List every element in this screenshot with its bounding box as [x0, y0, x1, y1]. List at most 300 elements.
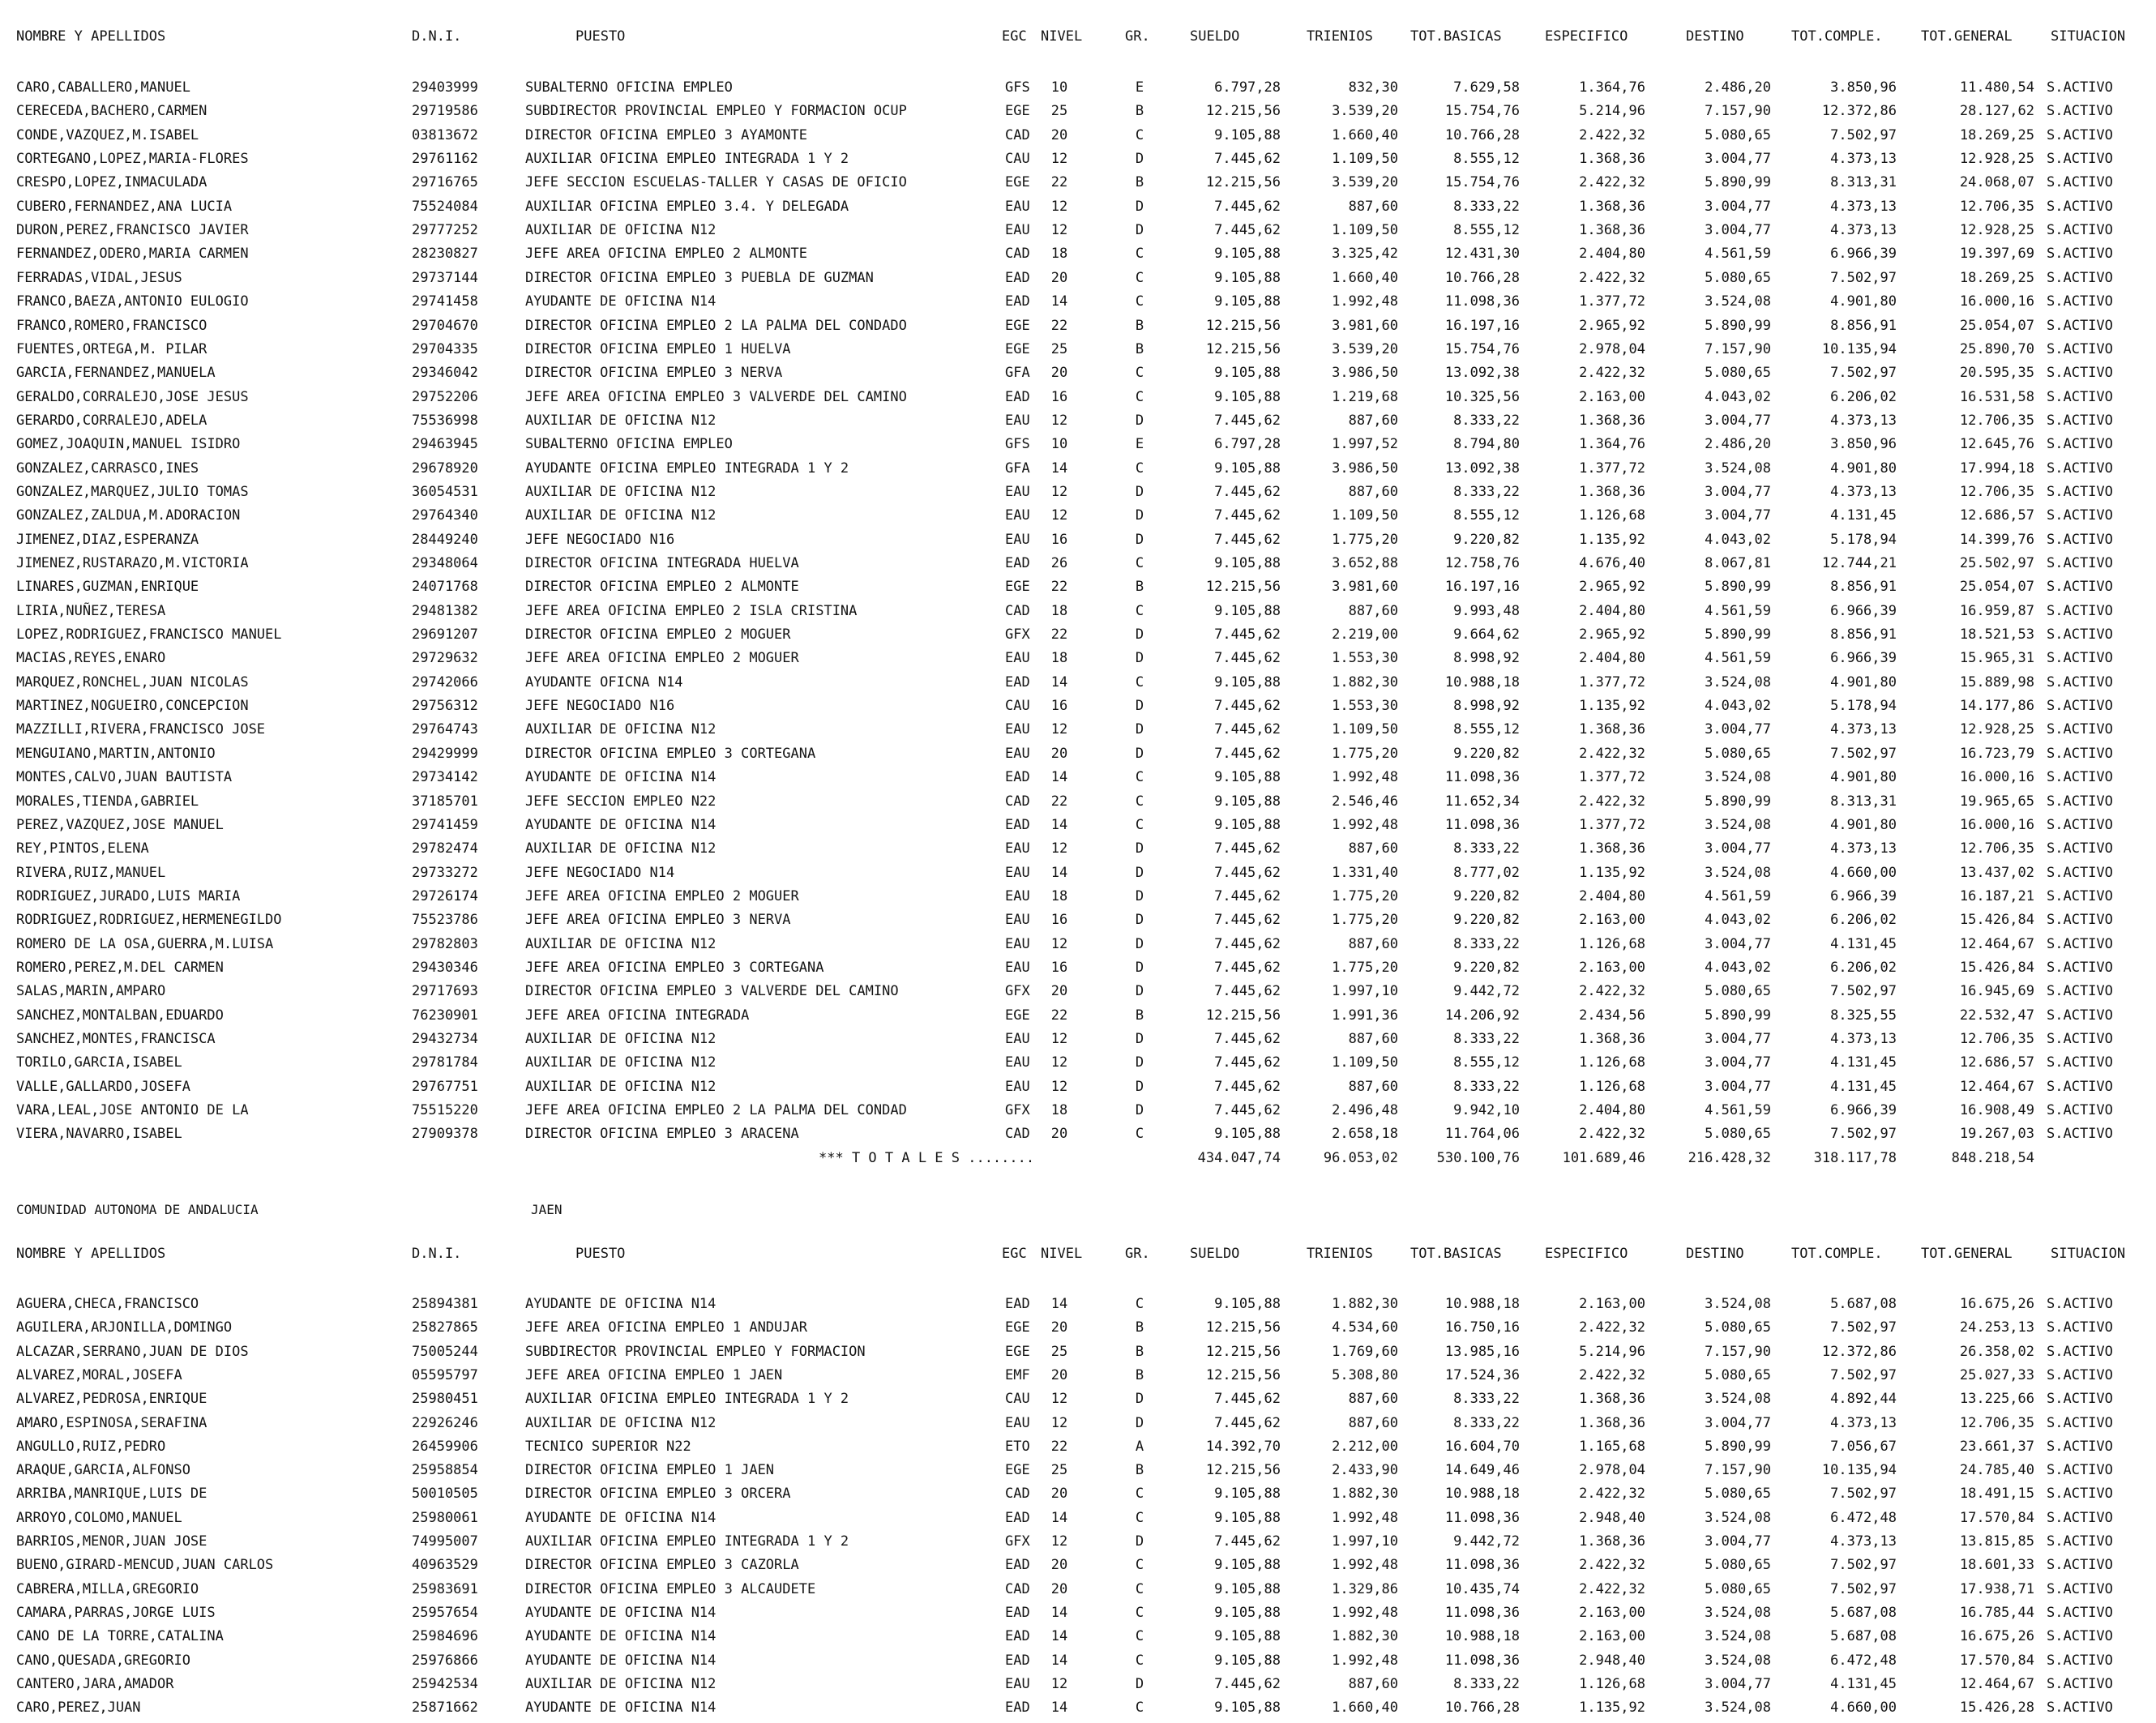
cell-situacion: S.ACTIVO: [2047, 531, 2113, 548]
column-header-tot-basicas: TOT.BASICAS: [1410, 1246, 1502, 1262]
cell-gr: D: [1135, 1054, 1144, 1071]
cell-especifico: 1.368,36: [1579, 721, 1645, 738]
cell-sueldo: 7.445,62: [1214, 887, 1281, 904]
cell-gr: C: [1135, 769, 1144, 786]
cell-situacion: S.ACTIVO: [2047, 602, 2113, 619]
cell-destino: 5.080,65: [1705, 1486, 1771, 1503]
cell-tot-general: 15.889,98: [1959, 673, 2034, 690]
cell-especifico: 1.126,68: [1579, 507, 1645, 524]
cell-situacion: S.ACTIVO: [2047, 1031, 2113, 1047]
cell-destino: 5.890,99: [1705, 793, 1771, 810]
cell-trienios: 1.882,30: [1332, 673, 1398, 690]
cell-especifico: 1.377,72: [1579, 816, 1645, 833]
cell-nombre: MARTINEZ,NOGUEIRO,CONCEPCION: [16, 698, 249, 715]
table-row: [0, 1458, 2156, 1482]
cell-nivel: 22: [1050, 1438, 1068, 1455]
cell-especifico: 2.422,32: [1579, 1486, 1645, 1503]
table-row: [0, 1672, 2156, 1696]
cell-tot-general: 13.815,85: [1959, 1533, 2034, 1550]
cell-tot-basicas: 9.442,72: [1453, 983, 1520, 1000]
cell-gr: D: [1135, 840, 1144, 857]
cell-tot-comple: 4.131,45: [1830, 1675, 1897, 1692]
cell-situacion: S.ACTIVO: [2047, 673, 2113, 690]
cell-situacion: S.ACTIVO: [2047, 1296, 2113, 1312]
cell-egc: GFX: [1005, 626, 1030, 643]
cell-gr: C: [1135, 269, 1144, 286]
cell-especifico: 2.422,32: [1579, 365, 1645, 382]
cell-dni: 29752206: [412, 388, 478, 405]
cell-puesto: DIRECTOR OFICINA EMPLEO 3 ORCERA: [525, 1486, 791, 1503]
cell-trienios: 1.997,10: [1332, 1533, 1398, 1550]
cell-gr: C: [1135, 126, 1144, 143]
cell-tot-basicas: 12.758,76: [1444, 555, 1520, 571]
cell-tot-basicas: 8.555,12: [1453, 151, 1520, 168]
cell-situacion: S.ACTIVO: [2047, 1652, 2113, 1669]
cell-especifico: 5.214,96: [1579, 1343, 1645, 1360]
column-header-trienios: TRIENIOS: [1307, 28, 1373, 45]
cell-dni: 75536998: [412, 412, 478, 429]
cell-sueldo: 7.445,62: [1214, 745, 1281, 762]
cell-destino: 5.080,65: [1705, 365, 1771, 382]
table-row: [0, 503, 2156, 528]
cell-trienios: 3.986,50: [1332, 460, 1398, 477]
cell-sueldo: 7.445,62: [1214, 483, 1281, 500]
cell-trienios: 2.546,46: [1332, 793, 1398, 810]
cell-nombre: ROMERO,PEREZ,M.DEL CARMEN: [16, 959, 224, 976]
cell-dni: 25827865: [412, 1319, 478, 1336]
cell-tot-basicas: 10.435,74: [1444, 1580, 1520, 1597]
cell-tot-comple: 8.856,91: [1830, 579, 1897, 596]
cell-especifico: 1.135,92: [1579, 531, 1645, 548]
cell-especifico: 1.377,72: [1579, 460, 1645, 477]
cell-tot-comple: 6.966,39: [1830, 602, 1897, 619]
cell-puesto: AUXILIAR DE OFICINA N12: [525, 1675, 717, 1692]
cell-nivel: 14: [1050, 1628, 1068, 1645]
cell-nivel: 20: [1050, 1580, 1068, 1597]
cell-nivel: 12: [1050, 222, 1068, 239]
cell-tot-general: 18.269,25: [1959, 269, 2034, 286]
cell-trienios: 2.219,00: [1332, 626, 1398, 643]
cell-gr: B: [1135, 103, 1144, 120]
cell-dni: 28230827: [412, 246, 478, 263]
cell-destino: 4.561,59: [1705, 650, 1771, 667]
cell-egc: EAD: [1005, 1509, 1030, 1526]
cell-nombre: LINARES,GUZMAN,ENRIQUE: [16, 579, 199, 596]
cell-tot-comple: 12.744,21: [1821, 555, 1897, 571]
cell-gr: C: [1135, 1486, 1144, 1503]
cell-tot-comple: 3.850,96: [1830, 436, 1897, 453]
cell-egc: EAD: [1005, 1628, 1030, 1645]
column-header-nombre: NOMBRE Y APELLIDOS: [16, 1246, 166, 1262]
cell-tot-comple: 4.892,44: [1830, 1391, 1897, 1408]
column-header-trienios: TRIENIOS: [1307, 1246, 1373, 1262]
cell-gr: C: [1135, 1628, 1144, 1645]
cell-tot-comple: 7.502,97: [1830, 1486, 1897, 1503]
cell-tot-general: 24.785,40: [1959, 1462, 2034, 1479]
cell-especifico: 2.404,80: [1579, 246, 1645, 263]
table-row: [0, 385, 2156, 409]
cell-destino: 4.043,02: [1705, 698, 1771, 715]
cell-dni: 29429999: [412, 745, 478, 762]
cell-tot-comple: 4.373,13: [1830, 1031, 1897, 1047]
cell-tot-general: 16.000,16: [1959, 769, 2034, 786]
cell-tot-general: 11.480,54: [1959, 79, 2034, 96]
cell-gr: C: [1135, 1604, 1144, 1621]
cell-gr: D: [1135, 1031, 1144, 1047]
cell-tot-comple: 7.502,97: [1830, 745, 1897, 762]
cell-destino: 5.080,65: [1705, 1319, 1771, 1336]
column-header-situacion: SITUACION: [2051, 28, 2126, 45]
cell-sueldo: 9.105,88: [1214, 126, 1281, 143]
cell-sueldo: 9.105,88: [1214, 793, 1281, 810]
cell-situacion: S.ACTIVO: [2047, 1675, 2113, 1692]
cell-dni: 40963529: [412, 1557, 478, 1574]
cell-sueldo: 9.105,88: [1214, 1652, 1281, 1669]
cell-especifico: 1.135,92: [1579, 698, 1645, 715]
cell-dni: 29741458: [412, 293, 478, 310]
cell-situacion: S.ACTIVO: [2047, 983, 2113, 1000]
cell-nivel: 16: [1050, 912, 1068, 929]
cell-situacion: S.ACTIVO: [2047, 1580, 2113, 1597]
cell-destino: 5.890,99: [1705, 579, 1771, 596]
cell-especifico: 1.377,72: [1579, 673, 1645, 690]
cell-gr: D: [1135, 959, 1144, 976]
table-row: [0, 1624, 2156, 1648]
cell-nivel: 26: [1050, 555, 1068, 571]
cell-destino: 7.157,90: [1705, 340, 1771, 357]
cell-gr: B: [1135, 1462, 1144, 1479]
cell-especifico: 4.676,40: [1579, 555, 1645, 571]
cell-puesto: DIRECTOR OFICINA EMPLEO 3 CAZORLA: [525, 1557, 799, 1574]
cell-trienios: 887,60: [1348, 1414, 1398, 1431]
cell-puesto: SUBALTERNO OFICINA EMPLEO: [525, 436, 733, 453]
cell-tot-comple: 4.901,80: [1830, 293, 1897, 310]
cell-nombre: CUBERO,FERNANDEZ,ANA LUCIA: [16, 198, 233, 215]
cell-tot-comple: 4.373,13: [1830, 721, 1897, 738]
cell-puesto: JEFE AREA OFICINA EMPLEO 3 NERVA: [525, 912, 791, 929]
cell-egc: EAD: [1005, 1296, 1030, 1312]
cell-egc: EAU: [1005, 864, 1030, 881]
cell-tot-general: 18.269,25: [1959, 126, 2034, 143]
cell-destino: 5.890,99: [1705, 1438, 1771, 1455]
cell-tot-basicas: 9.220,82: [1453, 959, 1520, 976]
cell-nombre: LIRIA,NUÑEZ,TERESA: [16, 602, 166, 619]
cell-puesto: AYUDANTE DE OFICINA N14: [525, 1509, 717, 1526]
table-row: [0, 242, 2156, 266]
table-row: [0, 266, 2156, 290]
cell-nivel: 22: [1050, 626, 1068, 643]
cell-tot-general: 25.054,07: [1959, 317, 2034, 334]
cell-trienios: 1.775,20: [1332, 912, 1398, 929]
table-row: [0, 170, 2156, 195]
cell-dni: 22926246: [412, 1414, 478, 1431]
cell-dni: 29463945: [412, 436, 478, 453]
cell-tot-general: 12.645,76: [1959, 436, 2034, 453]
cell-egc: EAD: [1005, 555, 1030, 571]
cell-nombre: ARAQUE,GARCIA,ALFONSO: [16, 1462, 190, 1479]
cell-egc: EAU: [1005, 959, 1030, 976]
cell-sueldo: 9.105,88: [1214, 365, 1281, 382]
cell-nombre: CAMARA,PARRAS,JORGE LUIS: [16, 1604, 216, 1621]
cell-situacion: S.ACTIVO: [2047, 1126, 2113, 1143]
cell-tot-general: 18.601,33: [1959, 1557, 2034, 1574]
column-header-dni: D.N.I.: [412, 28, 462, 45]
cell-tot-general: 17.994,18: [1959, 460, 2034, 477]
cell-especifico: 2.948,40: [1579, 1509, 1645, 1526]
cell-sueldo: 9.105,88: [1214, 555, 1281, 571]
cell-tot-basicas: 10.988,18: [1444, 1296, 1520, 1312]
cell-egc: ETO: [1005, 1438, 1030, 1455]
cell-tot-general: 15.965,31: [1959, 650, 2034, 667]
cell-puesto: JEFE AREA OFICINA EMPLEO 2 LA PALMA DEL CONDAD: [525, 1102, 907, 1119]
cell-especifico: 1.368,36: [1579, 151, 1645, 168]
cell-trienios: 4.534,60: [1332, 1319, 1398, 1336]
cell-destino: 3.524,08: [1705, 864, 1771, 881]
cell-puesto: JEFE NEGOCIADO N16: [525, 531, 675, 548]
cell-dni: 75524084: [412, 198, 478, 215]
cell-tot-basicas: 10.766,28: [1444, 269, 1520, 286]
cell-nombre: CANO DE LA TORRE,CATALINA: [16, 1628, 224, 1645]
cell-dni: 26459906: [412, 1438, 478, 1455]
cell-destino: 4.043,02: [1705, 959, 1771, 976]
cell-tot-general: 12.686,57: [1959, 507, 2034, 524]
column-header-gr: GR.: [1125, 1246, 1150, 1262]
cell-dni: 29719586: [412, 103, 478, 120]
table-row: [0, 1695, 2156, 1720]
cell-situacion: S.ACTIVO: [2047, 1699, 2113, 1717]
cell-destino: 3.524,08: [1705, 1699, 1771, 1717]
cell-egc: EGE: [1005, 103, 1030, 120]
cell-nombre: VIERA,NAVARRO,ISABEL: [16, 1126, 182, 1143]
cell-egc: CAU: [1005, 1391, 1030, 1408]
cell-gr: B: [1135, 1319, 1144, 1336]
cell-egc: EGE: [1005, 174, 1030, 191]
cell-puesto: AYUDANTE DE OFICINA N14: [525, 293, 717, 310]
cell-puesto: DIRECTOR OFICINA EMPLEO 1 HUELVA: [525, 340, 791, 357]
cell-especifico: 5.214,96: [1579, 103, 1645, 120]
cell-puesto: AUXILIAR DE OFICINA N12: [525, 935, 717, 952]
cell-egc: EAU: [1005, 507, 1030, 524]
cell-egc: CAU: [1005, 151, 1030, 168]
cell-puesto: TECNICO SUPERIOR N22: [525, 1438, 691, 1455]
cell-nombre: CARO,PEREZ,JUAN: [16, 1699, 141, 1717]
totals-destino: 216.428,32: [1688, 1150, 1771, 1166]
cell-nombre: SANCHEZ,MONTES,FRANCISCA: [16, 1031, 216, 1047]
cell-gr: D: [1135, 412, 1144, 429]
cell-dni: 29717693: [412, 983, 478, 1000]
cell-situacion: S.ACTIVO: [2047, 1628, 2113, 1645]
cell-nivel: 14: [1050, 1604, 1068, 1621]
cell-puesto: JEFE AREA OFICINA EMPLEO 2 MOGUER: [525, 887, 799, 904]
cell-especifico: 1.368,36: [1579, 1391, 1645, 1408]
table-row: [0, 670, 2156, 695]
cell-tot-basicas: 8.555,12: [1453, 721, 1520, 738]
cell-nombre: GONZALEZ,MARQUEZ,JULIO TOMAS: [16, 483, 249, 500]
cell-dni: 25871662: [412, 1699, 478, 1717]
cell-trienios: 887,60: [1348, 935, 1398, 952]
cell-especifico: 1.126,68: [1579, 935, 1645, 952]
cell-nivel: 14: [1050, 673, 1068, 690]
column-header-nombre: NOMBRE Y APELLIDOS: [16, 28, 166, 45]
cell-nivel: 20: [1050, 1557, 1068, 1574]
column-header-egc: EGC: [1002, 1246, 1027, 1262]
cell-dni: 29734142: [412, 769, 478, 786]
cell-puesto: DIRECTOR OFICINA EMPLEO 2 ALMONTE: [525, 579, 799, 596]
cell-situacion: S.ACTIVO: [2047, 840, 2113, 857]
column-header-especifico: ESPECIFICO: [1545, 28, 1628, 45]
cell-nivel: 22: [1050, 579, 1068, 596]
cell-dni: 29741459: [412, 816, 478, 833]
cell-sueldo: 7.445,62: [1214, 935, 1281, 952]
cell-nivel: 14: [1050, 1652, 1068, 1669]
cell-tot-basicas: 8.998,92: [1453, 650, 1520, 667]
cell-destino: 3.004,77: [1705, 507, 1771, 524]
cell-nivel: 16: [1050, 531, 1068, 548]
column-header-tot-comple: TOT.COMPLE.: [1791, 1246, 1883, 1262]
cell-sueldo: 14.392,70: [1205, 1438, 1281, 1455]
table-row: [0, 694, 2156, 718]
column-header-row: [0, 24, 2156, 49]
cell-destino: 3.004,77: [1705, 1414, 1771, 1431]
cell-tot-comple: 6.472,48: [1830, 1509, 1897, 1526]
cell-situacion: S.ACTIVO: [2047, 1486, 2113, 1503]
cell-tot-comple: 7.502,97: [1830, 269, 1897, 286]
cell-egc: EAU: [1005, 1054, 1030, 1071]
column-header-dni: D.N.I.: [412, 1246, 462, 1262]
cell-egc: EAU: [1005, 1078, 1030, 1095]
cell-egc: CAD: [1005, 602, 1030, 619]
cell-egc: EAD: [1005, 269, 1030, 286]
table-row: [0, 99, 2156, 123]
cell-tot-basicas: 13.985,16: [1444, 1343, 1520, 1360]
cell-egc: GFX: [1005, 983, 1030, 1000]
cell-situacion: S.ACTIVO: [2047, 483, 2113, 500]
table-row: [0, 75, 2156, 100]
table-row: [0, 408, 2156, 433]
cell-situacion: S.ACTIVO: [2047, 698, 2113, 715]
cell-tot-basicas: 15.754,76: [1444, 103, 1520, 120]
cell-nivel: 22: [1050, 793, 1068, 810]
cell-egc: EAU: [1005, 721, 1030, 738]
cell-especifico: 2.978,04: [1579, 1462, 1645, 1479]
cell-nivel: 25: [1050, 340, 1068, 357]
cell-trienios: 1.882,30: [1332, 1486, 1398, 1503]
cell-tot-basicas: 14.649,46: [1444, 1462, 1520, 1479]
cell-tot-comple: 4.373,13: [1830, 151, 1897, 168]
cell-gr: C: [1135, 673, 1144, 690]
cell-nombre: CORTEGANO,LOPEZ,MARIA-FLORES: [16, 151, 249, 168]
cell-especifico: 1.135,92: [1579, 864, 1645, 881]
cell-egc: EAU: [1005, 935, 1030, 952]
cell-gr: D: [1135, 698, 1144, 715]
cell-tot-basicas: 8.333,22: [1453, 1675, 1520, 1692]
cell-tot-basicas: 11.098,36: [1444, 1557, 1520, 1574]
table-row: [0, 1315, 2156, 1340]
cell-sueldo: 12.215,56: [1205, 1319, 1281, 1336]
cell-egc: EAD: [1005, 1604, 1030, 1621]
table-row: [0, 1506, 2156, 1530]
cell-nivel: 12: [1050, 507, 1068, 524]
cell-especifico: 2.404,80: [1579, 602, 1645, 619]
table-row: [0, 789, 2156, 814]
cell-nivel: 25: [1050, 1343, 1068, 1360]
cell-situacion: S.ACTIVO: [2047, 769, 2113, 786]
cell-dni: 29430346: [412, 959, 478, 976]
cell-tot-comple: 4.901,80: [1830, 673, 1897, 690]
cell-tot-comple: 5.178,94: [1830, 698, 1897, 715]
cell-gr: C: [1135, 793, 1144, 810]
cell-sueldo: 7.445,62: [1214, 1054, 1281, 1071]
cell-tot-general: 20.595,35: [1959, 365, 2034, 382]
cell-sueldo: 9.105,88: [1214, 816, 1281, 833]
cell-tot-basicas: 8.555,12: [1453, 1054, 1520, 1071]
cell-puesto: AYUDANTE OFICINA EMPLEO INTEGRADA 1 Y 2: [525, 460, 849, 477]
table-row: [0, 147, 2156, 171]
cell-gr: D: [1135, 483, 1144, 500]
cell-gr: D: [1135, 912, 1144, 929]
cell-trienios: 1.329,86: [1332, 1580, 1398, 1597]
cell-dni: 29704670: [412, 317, 478, 334]
cell-destino: 5.080,65: [1705, 1366, 1771, 1383]
cell-tot-comple: 5.687,08: [1830, 1628, 1897, 1645]
cell-tot-basicas: 8.333,22: [1453, 483, 1520, 500]
cell-nombre: MAZZILLI,RIVERA,FRANCISCO JOSE: [16, 721, 266, 738]
cell-tot-basicas: 11.098,36: [1444, 293, 1520, 310]
cell-sueldo: 9.105,88: [1214, 1126, 1281, 1143]
cell-nivel: 12: [1050, 483, 1068, 500]
cell-egc: CAU: [1005, 698, 1030, 715]
cell-egc: EAD: [1005, 388, 1030, 405]
cell-situacion: S.ACTIVO: [2047, 1391, 2113, 1408]
cell-tot-general: 12.686,57: [1959, 1054, 2034, 1071]
totals-especifico: 101.689,46: [1562, 1150, 1645, 1166]
cell-especifico: 1.165,68: [1579, 1438, 1645, 1455]
cell-nombre: CARO,CABALLERO,MANUEL: [16, 79, 190, 96]
cell-tot-basicas: 8.555,12: [1453, 507, 1520, 524]
cell-situacion: S.ACTIVO: [2047, 1604, 2113, 1621]
cell-nombre: ARROYO,COLOMO,MANUEL: [16, 1509, 182, 1526]
cell-tot-basicas: 10.766,28: [1444, 126, 1520, 143]
cell-trienios: 1.109,50: [1332, 1054, 1398, 1071]
cell-dni: 29767751: [412, 1078, 478, 1095]
cell-especifico: 2.422,32: [1579, 126, 1645, 143]
cell-tot-basicas: 8.333,22: [1453, 935, 1520, 952]
cell-especifico: 2.948,40: [1579, 1652, 1645, 1669]
cell-destino: 7.157,90: [1705, 1462, 1771, 1479]
cell-destino: 4.043,02: [1705, 912, 1771, 929]
cell-tot-comple: 7.502,97: [1830, 1557, 1897, 1574]
cell-puesto: AUXILIAR DE OFICINA N12: [525, 412, 717, 429]
table-row: [0, 646, 2156, 670]
column-header-puesto: PUESTO: [575, 1246, 626, 1262]
cell-situacion: S.ACTIVO: [2047, 1007, 2113, 1024]
column-header-especifico: ESPECIFICO: [1545, 1246, 1628, 1262]
cell-egc: CAD: [1005, 1486, 1030, 1503]
cell-gr: D: [1135, 1102, 1144, 1119]
cell-tot-general: 17.938,71: [1959, 1580, 2034, 1597]
cell-nivel: 18: [1050, 602, 1068, 619]
cell-nombre: VARA,LEAL,JOSE ANTONIO DE LA: [16, 1102, 249, 1119]
cell-dni: 25894381: [412, 1296, 478, 1312]
cell-sueldo: 7.445,62: [1214, 698, 1281, 715]
cell-destino: 3.004,77: [1705, 1078, 1771, 1095]
cell-trienios: 1.992,48: [1332, 1604, 1398, 1621]
cell-nombre: ALCAZAR,SERRANO,JUAN DE DIOS: [16, 1343, 249, 1360]
table-row: [0, 1363, 2156, 1387]
cell-sueldo: 7.445,62: [1214, 198, 1281, 215]
cell-destino: 3.004,77: [1705, 1031, 1771, 1047]
cell-egc: EGE: [1005, 340, 1030, 357]
